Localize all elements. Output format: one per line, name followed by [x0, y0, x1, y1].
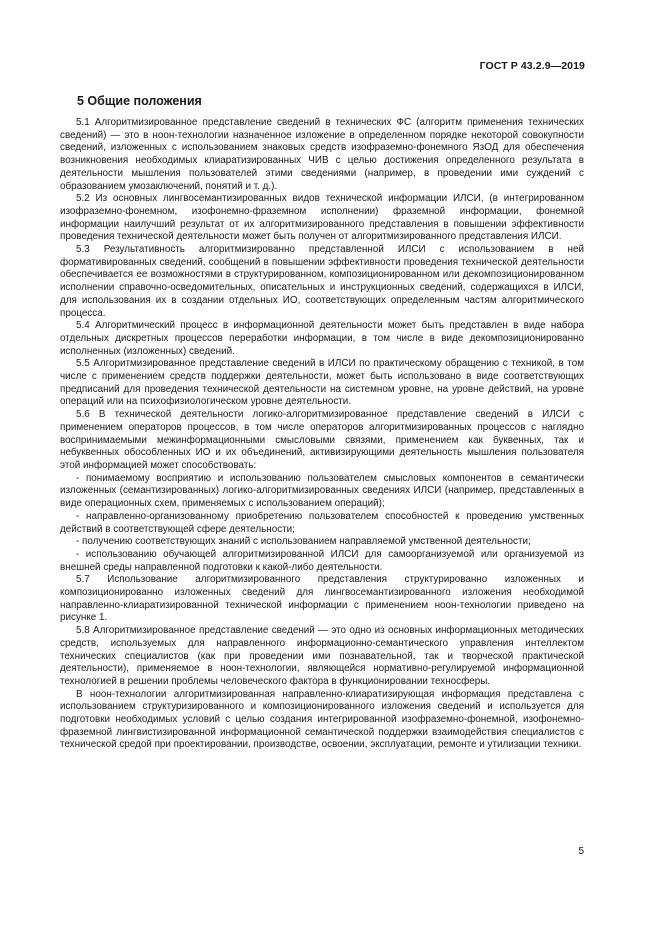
- paragraph-5-8: 5.8 Алгоритмизированное представление сведений — это одно из основных информационных методических средств, используемых для направленного информационно-семантического управления интеллектом технических специалистов (как при проведении ими познавательной, так и творческой практической деятельности), применяемое в ноон-технологии, являющейся нормативно-регулируемой информационной технологией в решении проблемы человеческого фактора в функционировании техносферы.: [60, 625, 584, 687]
- paragraph-5-4: 5.4 Алгоритмический процесс в информационной деятельности может быть представлен в виде набора отдельных дискретных процессов переработки информации, в том числе в виде декомпозиционированно исполненных (изложенных) сведений.: [60, 320, 584, 357]
- list-item: - получению соответствующих знаний с использованием направляемой умственной деятельности;: [76, 536, 531, 548]
- section-body: [60, 117, 584, 752]
- paragraph-5-1: 5.1 Алгоритмизированное представление сведений в технических ФС (алгоритм применения технических сведений) — это в ноон-технологии назначенное изложение в определенном порядке некоторой совокупности сведений, изложенных с использованием знаковых средств изофраземно-фонемного ЯзОД для обеспечения возникновения необходимых клиаратизированных ЧИВ с целью достижения определенного результата в деятельности мышления пользователей этими сведениями (например, в проведении ими суждений с образованием умозаключений, понятий и т. д.).: [60, 117, 584, 192]
- page-number: 5: [578, 846, 584, 857]
- paragraph-5-7: 5.7 Использование алгоритмизированного представления структурированно изложенных и композиционированно изложенных сведений для лингвосемантизированного изложения необходимой направленно-клиаратизированной технической информации с применением ноон-технологии приведено на рисунке 1.: [60, 574, 584, 624]
- paragraph-5-5: 5.5 Алгоритмизированное представление сведений в ИЛСИ по практическому обращению с техникой, в том числе с применением средств поддержки деятельности, может быть использовано в виде соответствующих предписаний для проведения технической деятельности на системном уровне, на уровне действий, на уровне операций или на психофизиологическом уровне деятельности.: [60, 358, 584, 408]
- list-item: - понимаемому восприятию и использованию пользователем смысловых компонентов в семантически изложенных (семантизированных) логико-алгоритмизированных сведениях ИЛСИ (например, представленных в виде операционных схем, применяемых с использованием операций);: [60, 472, 584, 510]
- standard-designation: ГОСТ Р 43.2.9—2019: [479, 60, 585, 72]
- paragraph-5-6: 5.6 В технической деятельности логико-алгоритмизированное представление сведений в ИЛСИ с применением операторов процессов, в том числе операторов алгоритмизированных процессов с наглядно воспринимаемыми межинформационными смысловыми связями, применением как буквенных, так и небуквенных обособленных ИО и их объединений, активизирующими деятельность мышления пользователя этой информацией может способствовать:: [60, 409, 584, 471]
- list-item: - использованию обучающей алгоритмизированной ИЛСИ для самоорганизуемой или организуемой из внешней среды направленной подготовки к какой-либо деятельности.: [60, 548, 584, 573]
- paragraph-5-2: 5.2 Из основных лингвосемантизированных видов технической информации ИЛСИ, (в интегрированном изофраземно-фонемном, изофонемно-фраземном исполнении) фраземной информации, фонемной информации наилучший результат от их алгоритмизированного представления в повышении эффективности проведения технической деятельности может быть получен от алгоритмизированного представления ИЛСИ.: [60, 193, 584, 243]
- bullet-list: [60, 473, 584, 575]
- section-title: 5 Общие положения: [77, 94, 202, 108]
- list-item: - направленно-организованному приобретению пользователем способностей к проведению умственных действий в соответствующей сфере деятельности;: [60, 510, 584, 535]
- paragraph-noon-technology: В ноон-технологии алгоритмизированная направленно-клиаратизирующая информация представлена с использованием структуризированного и композиционированного изложения сведений и используется для подготовки необходимых условий с целью создания интегрированной изофраземно-фонемной, изофонемно-фраземной лингвистизированной информационной семантической поддержки взаимодействия специалистов с технической средой при проектировании, производстве, освоении, эксплуатации, ремонте и утилизации техники.: [60, 688, 584, 751]
- paragraph-5-3: 5.3 Результативность алгоритмизированно представленной ИЛСИ с использованием в ней формативированных сведений, сообщений в повышении эффективности проведения технической деятельности обеспечивается ее возможностями в структурированном, композиционированном или декомпозиционированном исполнении справочно-осведомительных, описательных и инструкционных сведений, содержащихся в ИЛСИ, для использования их в создании отдельных ИО, соответствующих определенным частям алгоритмического процесса.: [60, 244, 584, 319]
